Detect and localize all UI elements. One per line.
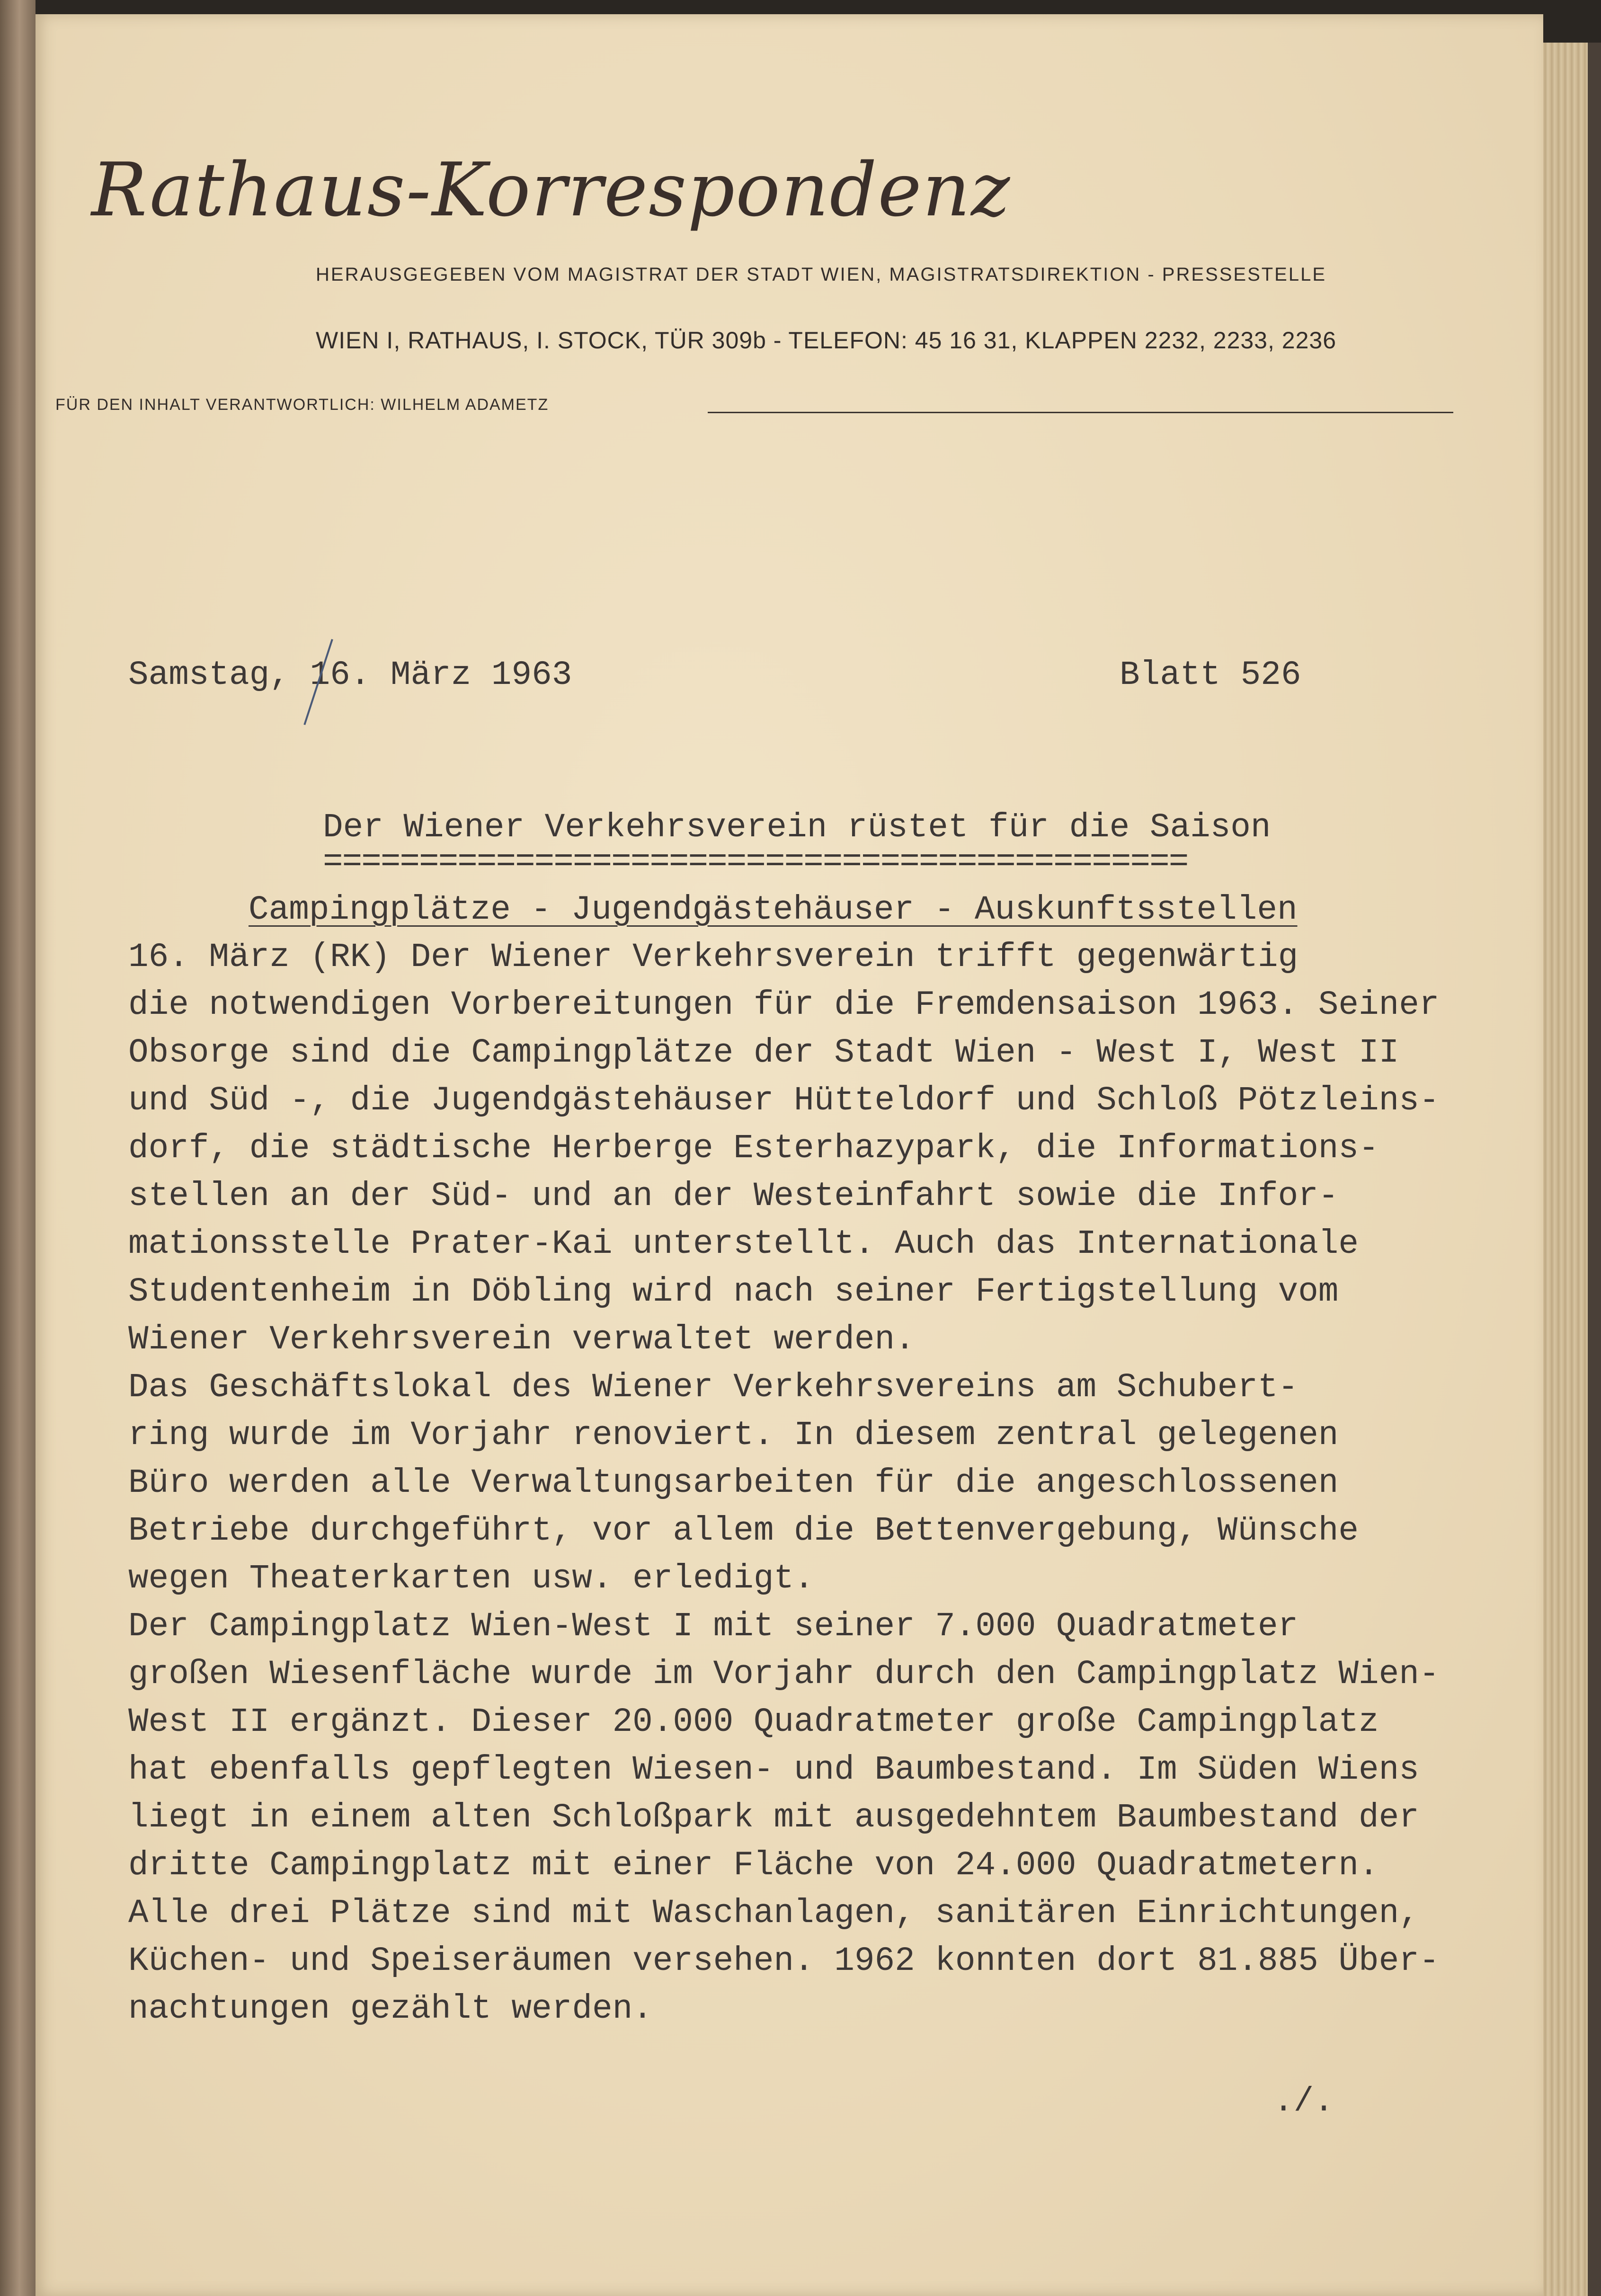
body-line: Küchen- und Speiseräumen versehen. 1962 konnten dort 81.885 Über- bbox=[128, 1942, 1440, 1980]
sheet-number: Blatt 526 bbox=[1120, 656, 1301, 694]
page-stack-edge bbox=[1541, 43, 1601, 2296]
document-page bbox=[36, 14, 1543, 2296]
body-line: nachtungen gezählt werden. bbox=[128, 1990, 653, 2028]
body-line: mationsstelle Prater-Kai unterstellt. Auch das Internationale bbox=[128, 1225, 1359, 1263]
body-line: Wiener Verkehrsverein verwaltet werden. bbox=[128, 1321, 915, 1359]
body-line: dorf, die städtische Herberge Esterhazypark, die Informations- bbox=[128, 1130, 1379, 1168]
body-line: Das Geschäftslokal des Wiener Verkehrsvereins am Schubert- bbox=[128, 1369, 1299, 1407]
article-title: Der Wiener Verkehrsverein rüstet für die Saison bbox=[323, 809, 1271, 847]
body-line: ring wurde im Vorjahr renoviert. In diesem zentral gelegenen bbox=[128, 1417, 1339, 1454]
article-subtitle: Campingplätze - Jugendgästehäuser - Auskunftsstellen bbox=[249, 891, 1298, 929]
dateline: Samstag, 16. März 1963 bbox=[128, 656, 572, 694]
body-line: hat ebenfalls gepflegten Wiesen- und Baumbestand. Im Süden Wiens bbox=[128, 1751, 1419, 1789]
body-line: West II ergänzt. Dieser 20.000 Quadratmeter große Campingplatz bbox=[128, 1703, 1379, 1741]
body-line: und Süd -, die Jugendgästehäuser Hütteldorf und Schloß Pötzleins- bbox=[128, 1082, 1440, 1120]
body-line: Studentenheim in Döbling wird nach seiner Fertigstellung vom bbox=[128, 1273, 1339, 1311]
body-line: Der Campingplatz Wien-West I mit seiner 7.000 Quadratmeter bbox=[128, 1608, 1299, 1646]
body-line: 16. März (RK) Der Wiener Verkehrsverein trifft gegenwärtig bbox=[128, 939, 1299, 976]
header-divider bbox=[708, 412, 1453, 413]
body-line: wegen Theaterkarten usw. erledigt. bbox=[128, 1560, 814, 1598]
body-line: Alle drei Plätze sind mit Waschanlagen, sanitären Einrichtungen, bbox=[128, 1895, 1419, 1933]
body-line: Büro werden alle Verwaltungsarbeiten für die angeschlossenen bbox=[128, 1464, 1339, 1502]
continuation-mark: ./. bbox=[1273, 2083, 1334, 2121]
body-line: liegt in einem alten Schloßpark mit ausgedehntem Baumbestand der bbox=[128, 1799, 1419, 1837]
responsible-line: FÜR DEN INHALT VERANTWORTLICH: WILHELM ADAMETZ bbox=[55, 396, 549, 414]
masthead-title: Rathaus-Korrespondenz bbox=[91, 147, 1011, 233]
publisher-line: HERAUSGEGEBEN VOM MAGISTRAT DER STADT WIEN, MAGISTRATSDIREKTION - PRESSESTELLE bbox=[316, 264, 1327, 285]
body-line: Betriebe durchgeführt, vor allem die Bettenvergebung, Wünsche bbox=[128, 1512, 1359, 1550]
body-line: die notwendigen Vorbereitungen für die Fremdensaison 1963. Seiner bbox=[128, 986, 1440, 1024]
body-line: Obsorge sind die Campingplätze der Stadt Wien - West I, West II bbox=[128, 1034, 1399, 1072]
body-line: dritte Campingplatz mit einer Fläche von 24.000 Quadratmetern. bbox=[128, 1847, 1379, 1885]
book-binding bbox=[0, 0, 36, 2296]
address-line: WIEN I, RATHAUS, I. STOCK, TÜR 309b - TELEFON: 45 16 31, KLAPPEN 2232, 2233, 2236 bbox=[316, 327, 1336, 354]
body-line: großen Wiesenfläche wurde im Vorjahr durch den Campingplatz Wien- bbox=[128, 1656, 1440, 1693]
body-line: stellen an der Süd- und an der Westeinfahrt sowie die Infor- bbox=[128, 1178, 1339, 1215]
title-double-rule: ============================================= bbox=[323, 843, 1188, 881]
